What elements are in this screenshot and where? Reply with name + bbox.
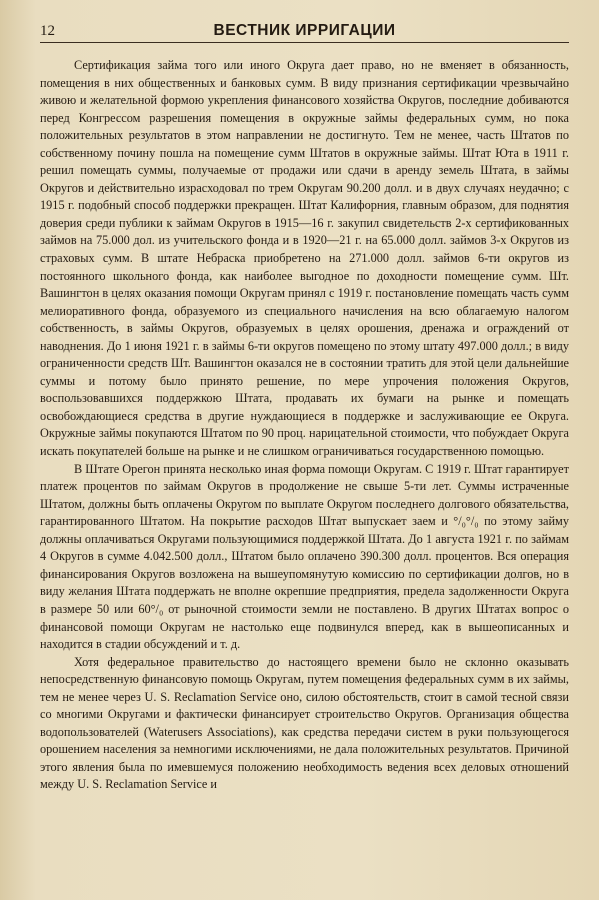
paragraph-federal: Хотя федеральное правительство до настоящего времени было не склонно оказывать непосредственную финансовую помощь Округам, путем помещения федеральных сумм в их займы, тем не менее через U. S. Reclamation Service оно, силою обстоятельств, стоит в самой тесной связи со многими Округами и фактически финансирует строительство Округов. Организация общества водопользователей (Waterusers Associations), как средства передачи систем в руки пользующегося орошением населения за немногими исключениями, не дала положительных результатов. Причиной этого явления была по имевшемуся положению необходимость ведения всех деловых отношений между U. S. Reclamation Service и (40, 654, 569, 792)
page-header (40, 22, 569, 43)
page-number: 12 (40, 23, 55, 39)
paragraph-certification: Сертификация займа того или иного Округа дает право, но не вменяет в обязанность, помещения в них общественных и банковых сумм. В виду признания сертификации чрезвычайно живою и желательной формою укрепления финансового хозяйства Округов, последние добиваются перед Конгрессом разрешения помещения в окружные займы федеральных сумм, но пока положительных результатов в этом направлении не достигнуто. Тем не менее, часть Штатов по собственному почину пошла на помещение сумм Штатов в окружные займы. Штат Юта в 1911 г. решил помещать суммы, получаемые от продажи или сдачи в аренду земель Штата, в займы Округов и действительно израсходовал по трем Округам 90.200 долл. и в двух случаях неудачно; с 1915 г. подобный способ поддержки прекращен. Штат Калифорния, главным образом, для поднятия доверия среди публики к займам Округов в 1915—16 г. закупил свидетельств 2-х сертификованных займов на 75.000 дол. из учительского фонда и в 1920—21 г. на 65.000 долл. займов 3-х Округов из страховых сумм. В штате Небраска приобретено на 271.000 долл. займов 6-ти округов из постоянного школьного фонда, как наиболее выгодное по доходности помещение сумм. Шт. Вашингтон в целях оказания помощи Округам принял с 1919 г. постановление помещать часть сумм мелиоративного фонда, образуемого из специального начисления на всю облагаемую налогом собственность, в займы Округов, образуемых в целях орошения, дренажа и ограждений от наводнения. До 1 июня 1921 г. в займы 6-ти округов помещено по этому штату 497.000 долл.; в виду ограниченности средств Шт. Вашингтон оказался не в состоянии тратить для этой цели дальнейшие суммы и потому было принято решение, по мере упрочения положения Округов, воспользовавшихся поддержкою Штата, продавать их бумаги на рынке и помещать освобождающиеся средства в другие нуждающиеся в поддержке и заслуживающие ее Округа. Окружные займы покупаются Штатом по 90 проц. нарицательной стоимости, что побуждает Округа искать покупателей больше на рынке и не слишком ограничиваться государственною помощью. (40, 58, 569, 459)
journal-title: ВЕСТНИК ИРРИГАЦИИ (213, 22, 396, 39)
paragraph-oregon: В Штате Орегон принята несколько иная форма помощи Округам. С 1919 г. Штат гарантирует платеж процентов по займам Округов в продолжение не свыше 5-ти лет. Суммы истраченные Штатом, должны быть оплачены Округом по выплате Округом последнего долгового обязательства, гарантированного Штатом. На покрытие расходов Штат выпускает заем и °/₀°/₀ по этому займу должны оплачиваться Округами пользующимися поддержкой Штата. До 1 августа 1921 г. по займам 4 Округов в сумме 4.042.500 долл., Штатом было оплачено 390.300 долл. процентов. Вся операция финансирования Округов возложена на вышеупомянутую комиссию по сертификации долгов, но в виду желания Штата поддержать не вполне окрепшие предприятия, предела задолженности Округа в размере 50 или 60°/₀ от рыночной стоимости земли не поставлено. В других Штатах вопрос о финансовой помощи Округам не настолько еще подвинулся вперед, как в вышеописанных и находится в стадии обсуждений и т. д. (40, 461, 569, 652)
article-body (40, 57, 569, 794)
